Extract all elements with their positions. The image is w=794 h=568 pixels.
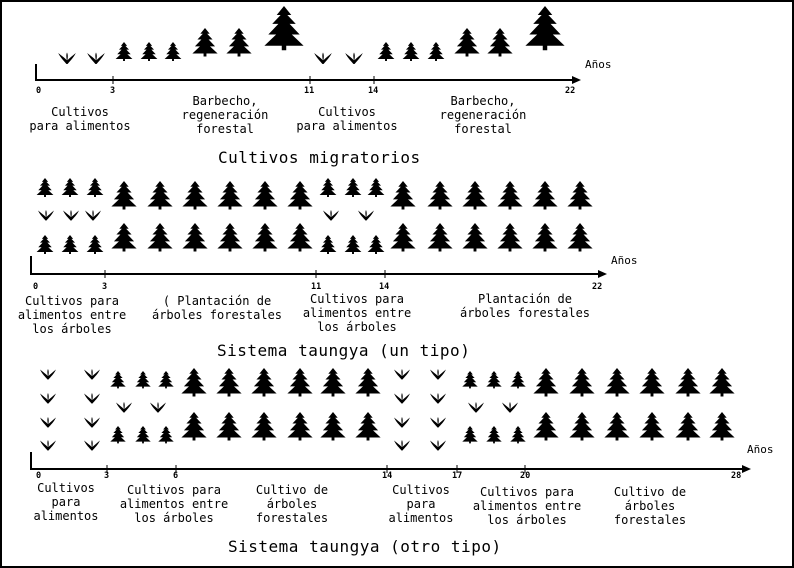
- tree-icon: [428, 42, 445, 61]
- tree-icon: [182, 223, 207, 251]
- panel-3-tick: 20: [520, 471, 531, 481]
- tree-icon: [216, 368, 241, 396]
- tree-icon: [87, 235, 104, 254]
- tree-icon: [355, 412, 380, 440]
- tree-icon: [252, 223, 277, 251]
- crop-sprout-icon: [63, 210, 79, 221]
- tree-icon: [320, 412, 345, 440]
- crop-sprout-icon: [150, 402, 166, 413]
- tree-icon: [158, 371, 173, 388]
- panel-2-tick: 11: [311, 282, 322, 292]
- tree-icon: [217, 181, 242, 209]
- tree-icon: [251, 368, 276, 396]
- phase-label: Plantación de árboles forestales: [459, 292, 591, 320]
- tree-icon: [62, 235, 79, 254]
- panel-2-tick: 22: [592, 282, 603, 292]
- crop-sprout-icon: [394, 369, 410, 380]
- tree-icon: [165, 42, 182, 61]
- panel-2-tick: 0: [33, 282, 39, 292]
- panel-1-axis-unit: Años: [585, 58, 612, 71]
- tree-icon: [181, 412, 206, 440]
- tree-icon: [110, 371, 125, 388]
- phase-label: Cultivos para alimentos entre los árboles: [302, 292, 412, 334]
- tree-icon: [116, 42, 133, 61]
- tree-icon: [87, 178, 104, 197]
- panel-3-timeline: [31, 452, 751, 473]
- crop-sprout-icon: [345, 53, 363, 65]
- panel-3-tick: 0: [36, 471, 42, 481]
- phase-label: Cultivos para alimentos entre los árboles: [17, 294, 127, 336]
- tree-icon: [135, 371, 150, 388]
- crop-sprout-icon: [394, 440, 410, 451]
- crop-sprout-icon: [358, 210, 374, 221]
- tree-icon: [111, 223, 136, 251]
- phase-label: Cultivo de árboles forestales: [255, 483, 329, 525]
- crop-sprout-icon: [84, 369, 100, 380]
- tree-icon: [345, 235, 362, 254]
- tree-icon: [567, 181, 592, 209]
- tree-icon: [604, 412, 629, 440]
- tree-icon: [368, 235, 385, 254]
- tree-icon: [427, 223, 452, 251]
- tree-icon: [533, 368, 558, 396]
- panel-3-tick: 14: [382, 471, 393, 481]
- tree-icon: [454, 28, 479, 56]
- tree-icon: [264, 6, 303, 50]
- tree-icon: [355, 368, 380, 396]
- crop-sprout-icon: [40, 393, 56, 404]
- panel-title: Sistema taungya (otro tipo): [228, 537, 502, 556]
- phase-label: Cultivos para alimentos: [33, 481, 99, 523]
- crop-sprout-icon: [58, 53, 76, 65]
- tree-icon: [390, 181, 415, 209]
- tree-icon: [486, 371, 501, 388]
- tree-icon: [182, 181, 207, 209]
- crop-sprout-icon: [116, 402, 132, 413]
- tree-icon: [709, 412, 734, 440]
- panel-1-tick: 14: [368, 86, 379, 96]
- panel-title: Sistema taungya (un tipo): [217, 341, 471, 360]
- tree-icon: [368, 178, 385, 197]
- phase-label: Barbecho, regeneración forestal: [181, 94, 269, 136]
- panel-1-plants: [58, 6, 564, 64]
- crop-sprout-icon: [502, 402, 518, 413]
- tree-icon: [427, 181, 452, 209]
- tree-icon: [158, 426, 173, 443]
- panel-3-axis-unit: Años: [747, 443, 774, 456]
- tree-icon: [37, 235, 54, 254]
- crop-sprout-icon: [84, 393, 100, 404]
- panel-title: Cultivos migratorios: [218, 148, 421, 167]
- tree-icon: [462, 181, 487, 209]
- phase-label: Cultivos para alimentos: [29, 105, 131, 133]
- tree-icon: [147, 223, 172, 251]
- tree-icon: [390, 223, 415, 251]
- tree-icon: [462, 223, 487, 251]
- crop-sprout-icon: [394, 393, 410, 404]
- crop-sprout-icon: [85, 210, 101, 221]
- tree-icon: [62, 178, 79, 197]
- panel-3-plants: [40, 368, 735, 451]
- tree-icon: [111, 181, 136, 209]
- crop-sprout-icon: [468, 402, 484, 413]
- tree-icon: [147, 181, 172, 209]
- tree-icon: [251, 412, 276, 440]
- tree-icon: [216, 412, 241, 440]
- panel-3-tick: 3: [104, 471, 110, 481]
- tree-icon: [287, 368, 312, 396]
- crop-sprout-icon: [87, 53, 105, 65]
- tree-icon: [181, 368, 206, 396]
- panel-1-timeline: [36, 64, 581, 84]
- crop-sprout-icon: [430, 393, 446, 404]
- tree-icon: [287, 181, 312, 209]
- tree-icon: [639, 412, 664, 440]
- tree-icon: [675, 368, 700, 396]
- phase-label: Barbecho, regeneración forestal: [439, 94, 527, 136]
- tree-icon: [532, 181, 557, 209]
- panel-1-tick: 22: [565, 86, 576, 96]
- tree-icon: [141, 42, 158, 61]
- tree-icon: [569, 368, 594, 396]
- tree-icon: [497, 181, 522, 209]
- tree-icon: [510, 426, 525, 443]
- phase-label: Cultivos para alimentos entre los árboles: [472, 485, 582, 527]
- crop-sprout-icon: [430, 369, 446, 380]
- tree-icon: [462, 371, 477, 388]
- crop-sprout-icon: [38, 210, 54, 221]
- tree-icon: [110, 426, 125, 443]
- tree-icon: [192, 28, 217, 56]
- crop-sprout-icon: [40, 440, 56, 451]
- tree-icon: [226, 28, 251, 56]
- tree-icon: [403, 42, 420, 61]
- tree-icon: [675, 412, 700, 440]
- tree-icon: [532, 223, 557, 251]
- tree-icon: [567, 223, 592, 251]
- tree-icon: [252, 181, 277, 209]
- crop-sprout-icon: [430, 440, 446, 451]
- crop-sprout-icon: [40, 417, 56, 428]
- tree-icon: [320, 368, 345, 396]
- tree-icon: [37, 178, 54, 197]
- tree-icon: [486, 426, 501, 443]
- tree-icon: [135, 426, 150, 443]
- crop-sprout-icon: [40, 369, 56, 380]
- panel-2-plants: [37, 178, 593, 254]
- tree-icon: [487, 28, 512, 56]
- phase-label: Cultivos para alimentos entre los árboles: [119, 483, 229, 525]
- crop-sprout-icon: [84, 440, 100, 451]
- panel-1-tick: 0: [36, 86, 42, 96]
- tree-icon: [320, 178, 337, 197]
- crop-sprout-icon: [314, 53, 332, 65]
- crop-sprout-icon: [84, 417, 100, 428]
- panel-3-tick: 6: [173, 471, 179, 481]
- phase-label: Cultivo de árboles forestales: [613, 485, 687, 527]
- panel-1-tick: 11: [304, 86, 315, 96]
- tree-icon: [525, 6, 564, 50]
- panel-2-axis-unit: Años: [611, 254, 638, 267]
- tree-icon: [320, 235, 337, 254]
- phase-label: Cultivos para alimentos: [296, 105, 398, 133]
- tree-icon: [378, 42, 395, 61]
- tree-icon: [497, 223, 522, 251]
- tree-icon: [462, 426, 477, 443]
- tree-icon: [604, 368, 629, 396]
- tree-icon: [287, 223, 312, 251]
- panel-1-tick: 3: [110, 86, 116, 96]
- tree-icon: [569, 412, 594, 440]
- panel-2-timeline: [31, 256, 607, 278]
- tree-icon: [345, 178, 362, 197]
- tree-icon: [287, 412, 312, 440]
- crop-sprout-icon: [430, 417, 446, 428]
- tree-icon: [639, 368, 664, 396]
- tree-icon: [709, 368, 734, 396]
- phase-label: Cultivos para alimentos: [388, 483, 454, 525]
- tree-icon: [533, 412, 558, 440]
- tree-icon: [510, 371, 525, 388]
- tree-icon: [217, 223, 242, 251]
- phase-label: ( Plantación de árboles forestales: [151, 294, 283, 322]
- panel-2-tick: 3: [102, 282, 108, 292]
- panel-3-tick: 28: [731, 471, 742, 481]
- panel-3-tick: 17: [452, 471, 463, 481]
- panel-2-tick: 14: [379, 282, 390, 292]
- crop-sprout-icon: [394, 417, 410, 428]
- crop-sprout-icon: [323, 210, 339, 221]
